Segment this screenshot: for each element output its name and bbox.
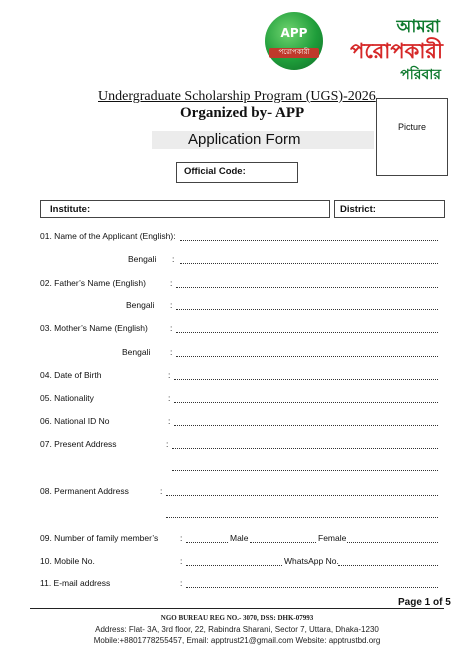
colon: : bbox=[160, 486, 163, 496]
footer-divider bbox=[30, 608, 444, 609]
mother-name-english-label: 03. Mother’s Name (English) bbox=[40, 323, 148, 333]
present-address-field-line2[interactable] bbox=[172, 470, 438, 471]
father-name-bengali-label: Bengali bbox=[126, 300, 155, 310]
official-code-label: Official Code: bbox=[184, 166, 246, 177]
family-male-count-field[interactable] bbox=[186, 542, 228, 543]
father-name-bengali-field[interactable] bbox=[176, 309, 438, 310]
page-number: Page 1 of 5 bbox=[398, 597, 451, 608]
picture-label: Picture bbox=[397, 122, 426, 132]
mother-name-bengali-label: Bengali bbox=[122, 347, 151, 357]
nationality-field[interactable] bbox=[174, 402, 438, 403]
colon: : bbox=[168, 416, 171, 426]
colon: : bbox=[170, 300, 173, 310]
family-female-count-field[interactable] bbox=[250, 542, 316, 543]
male-label: Male bbox=[230, 533, 249, 543]
district-label: District: bbox=[340, 204, 376, 215]
colon: : bbox=[170, 347, 173, 357]
father-name-english-label: 02. Father’s Name (English) bbox=[40, 278, 146, 288]
applicant-name-bengali-label: Bengali bbox=[128, 254, 157, 264]
colon: : bbox=[166, 439, 169, 449]
colon: : bbox=[172, 254, 175, 264]
colon: : bbox=[170, 278, 173, 288]
mother-name-english-field[interactable] bbox=[176, 332, 438, 333]
colon: : bbox=[180, 533, 183, 543]
family-female-trailing-field[interactable] bbox=[347, 542, 438, 543]
footer-address: Address: Flat- 3A, 3rd floor, 22, Rabindra Sharani, Sector 7, Uttara, Dhaka-1230 bbox=[95, 625, 379, 634]
footer-registration: NGO BUREAU REG NO.- 3070, DSS: DHK-07993 bbox=[160, 614, 314, 622]
institute-label: Institute: bbox=[50, 204, 91, 215]
colon: : bbox=[180, 556, 183, 566]
permanent-address-field-line2[interactable] bbox=[166, 517, 438, 518]
colon: : bbox=[168, 393, 171, 403]
logo-app-text: APP bbox=[280, 26, 308, 40]
applicant-name-english-field[interactable] bbox=[180, 240, 438, 241]
national-id-label: 06. National ID No bbox=[40, 416, 110, 426]
picture-box[interactable] bbox=[376, 98, 448, 176]
colon: : bbox=[180, 578, 183, 588]
date-of-birth-field[interactable] bbox=[174, 379, 438, 380]
present-address-field-line1[interactable] bbox=[172, 448, 438, 449]
date-of-birth-label: 04. Date of Birth bbox=[40, 370, 102, 380]
mother-name-bengali-field[interactable] bbox=[176, 356, 438, 357]
footer-contact: Mobile:+8801778255457, Email: apptrust21@gmail.com Website: apptrustbd.org bbox=[93, 636, 381, 645]
org-name-line2: পরোপকারী bbox=[350, 39, 443, 63]
father-name-english-field[interactable] bbox=[176, 287, 438, 288]
email-field[interactable] bbox=[186, 587, 438, 588]
org-name-line1: আমরা bbox=[396, 17, 440, 37]
permanent-address-field-line1[interactable] bbox=[166, 495, 438, 496]
applicant-name-english-label: 01. Name of the Applicant (English): bbox=[40, 231, 176, 241]
whatsapp-field[interactable] bbox=[338, 565, 438, 566]
nationality-label: 05. Nationality bbox=[40, 393, 94, 403]
logo-bengali-text: পরোপকারী bbox=[269, 48, 319, 58]
organizer-line: Organized by- APP bbox=[180, 105, 305, 121]
colon: : bbox=[168, 370, 171, 380]
mobile-field[interactable] bbox=[186, 565, 282, 566]
whatsapp-label: WhatsApp No. bbox=[284, 556, 339, 566]
program-title: Undergraduate Scholarship Program (UGS)-2026 bbox=[98, 89, 376, 104]
email-label: 11. E-mail address bbox=[40, 578, 111, 588]
org-name-line3: পরিবার bbox=[400, 67, 441, 83]
female-label: Female bbox=[318, 533, 347, 543]
present-address-label: 07. Present Address bbox=[40, 439, 117, 449]
colon: : bbox=[170, 323, 173, 333]
national-id-field[interactable] bbox=[174, 425, 438, 426]
applicant-name-bengali-field[interactable] bbox=[180, 263, 438, 264]
mobile-label: 10. Mobile No. bbox=[40, 556, 95, 566]
family-members-label: 09. Number of family member’s bbox=[40, 533, 159, 543]
form-title: Application Form bbox=[188, 131, 301, 148]
permanent-address-label: 08. Permanent Address bbox=[40, 486, 129, 496]
